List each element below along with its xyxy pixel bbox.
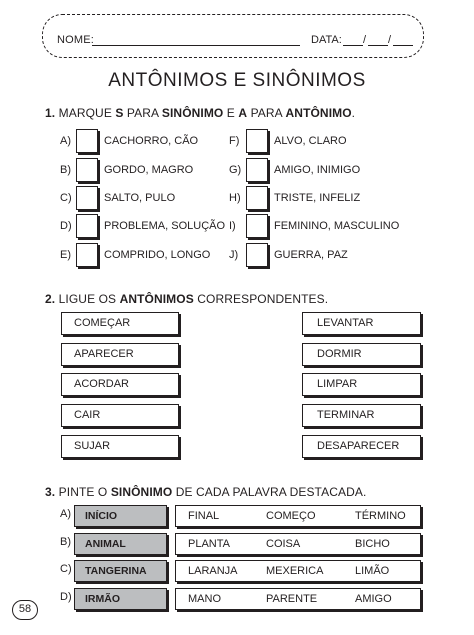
q3-choice[interactable]: LARANJA <box>188 565 238 577</box>
option-text: AMIGO, INIMIGO <box>274 164 361 176</box>
q3-choices <box>175 560 421 582</box>
question-number: 2. <box>45 292 56 306</box>
q2-text: CORRESPONDENTES. <box>197 292 329 306</box>
option-letter: J) <box>229 249 239 261</box>
q3-text: DE CADA PALAVRA DESTACADA. <box>175 485 367 499</box>
q3-choices <box>175 588 421 610</box>
q3-key-word: TANGERINA <box>74 560 167 582</box>
q2-left-word[interactable]: COMEÇAR <box>61 312 179 335</box>
q3-choice[interactable]: PARENTE <box>266 593 318 605</box>
q1-s: S <box>115 106 124 120</box>
q3-choice[interactable]: AMIGO <box>355 593 392 605</box>
page-title: ANTÔNIMOS E SINÔNIMOS <box>108 70 366 91</box>
question-number: 3. <box>45 485 56 499</box>
option-letter: E) <box>60 249 71 261</box>
q1-text: PARA <box>126 106 159 120</box>
option-text: PROBLEMA, SOLUÇÃO <box>104 220 226 232</box>
q2-left-word[interactable]: CAIR <box>61 404 179 427</box>
option-letter: C) <box>60 192 72 204</box>
q1-text: . <box>351 106 356 120</box>
answer-box[interactable] <box>246 158 268 182</box>
option-text: GUERRA, PAZ <box>274 249 348 261</box>
option-text: SALTO, PULO <box>104 192 176 204</box>
option-text: CACHORRO, CÃO <box>104 135 199 147</box>
q2-text: LIGUE OS <box>58 292 117 306</box>
answer-box[interactable] <box>76 158 98 182</box>
question-3-title <box>45 485 366 499</box>
date-label: DATA: <box>311 34 342 46</box>
date-year-field[interactable] <box>393 45 413 46</box>
answer-box[interactable] <box>246 186 268 210</box>
q2-right-word[interactable]: DORMIR <box>302 343 421 366</box>
page-number: 58 <box>12 600 38 620</box>
q3-row-letter: D) <box>60 591 72 603</box>
q1-antonimo: ANTÔNIMO <box>285 106 352 120</box>
question-1-title <box>45 106 355 120</box>
q3-row-letter: B) <box>60 536 71 548</box>
q3-choices <box>175 505 421 527</box>
q2-antonimos: ANTÔNIMOS <box>119 292 194 306</box>
option-letter: F) <box>229 135 240 147</box>
q3-choice[interactable]: PLANTA <box>188 538 230 550</box>
option-letter: B) <box>60 164 71 176</box>
q3-key-word: ANIMAL <box>74 533 167 555</box>
q3-row-letter: C) <box>60 563 72 575</box>
q3-choice[interactable]: FINAL <box>188 510 220 522</box>
q1-a: A <box>238 106 248 120</box>
q2-left-word[interactable]: APARECER <box>61 343 179 366</box>
q2-left-word[interactable]: SUJAR <box>61 435 179 458</box>
answer-box[interactable] <box>246 214 268 238</box>
option-letter: D) <box>60 220 72 232</box>
option-text: FEMININO, MASCULINO <box>274 220 400 232</box>
option-letter: A) <box>60 135 71 147</box>
answer-box[interactable] <box>76 214 98 238</box>
q2-right-word[interactable]: TERMINAR <box>302 404 421 427</box>
answer-box[interactable] <box>246 129 268 153</box>
date-month-field[interactable] <box>368 45 388 46</box>
q3-choice[interactable]: COMEÇO <box>266 510 316 522</box>
answer-box[interactable] <box>246 243 268 267</box>
date-separator: / <box>363 34 367 46</box>
option-text: COMPRIDO, LONGO <box>104 249 211 261</box>
date-day-field[interactable] <box>343 45 363 46</box>
option-text: TRISTE, INFELIZ <box>274 192 361 204</box>
q3-choice[interactable]: COISA <box>266 538 301 550</box>
q3-choices <box>175 533 421 555</box>
q2-left-word[interactable]: ACORDAR <box>61 373 179 396</box>
option-text: ALVO, CLARO <box>274 135 347 147</box>
option-letter: I) <box>229 220 236 232</box>
date-separator: / <box>388 34 392 46</box>
q3-choice[interactable]: TÉRMINO <box>355 510 406 522</box>
q1-sinonimo: SINÔNIMO <box>161 106 224 120</box>
option-letter: G) <box>229 164 242 176</box>
q2-right-word[interactable]: LIMPAR <box>302 373 421 396</box>
question-2-title <box>45 292 328 306</box>
answer-box[interactable] <box>76 243 98 267</box>
q3-sinonimo: SINÔNIMO <box>110 485 173 499</box>
q1-text: MARQUE <box>58 106 112 120</box>
q3-choice[interactable]: MEXERICA <box>266 565 324 577</box>
q3-key-word: INÍCIO <box>74 505 167 527</box>
q3-choice[interactable]: MANO <box>188 593 221 605</box>
q3-choice[interactable]: LIMÃO <box>355 565 390 577</box>
q2-right-word[interactable]: LEVANTAR <box>302 312 421 335</box>
q3-text: PINTE O <box>58 485 108 499</box>
q3-key-word: IRMÃO <box>74 588 167 610</box>
q2-right-word[interactable]: DESAPARECER <box>302 435 421 458</box>
question-number: 1. <box>45 106 56 120</box>
q3-choice[interactable]: BICHO <box>355 538 390 550</box>
name-field[interactable] <box>92 45 300 46</box>
q1-text: E <box>226 106 235 120</box>
q1-text: PARA <box>250 106 283 120</box>
option-text: GORDO, MAGRO <box>104 164 194 176</box>
option-letter: H) <box>229 192 241 204</box>
answer-box[interactable] <box>76 186 98 210</box>
q3-row-letter: A) <box>60 508 71 520</box>
name-label: NOME: <box>57 34 95 46</box>
answer-box[interactable] <box>76 129 98 153</box>
header-box <box>42 14 424 58</box>
